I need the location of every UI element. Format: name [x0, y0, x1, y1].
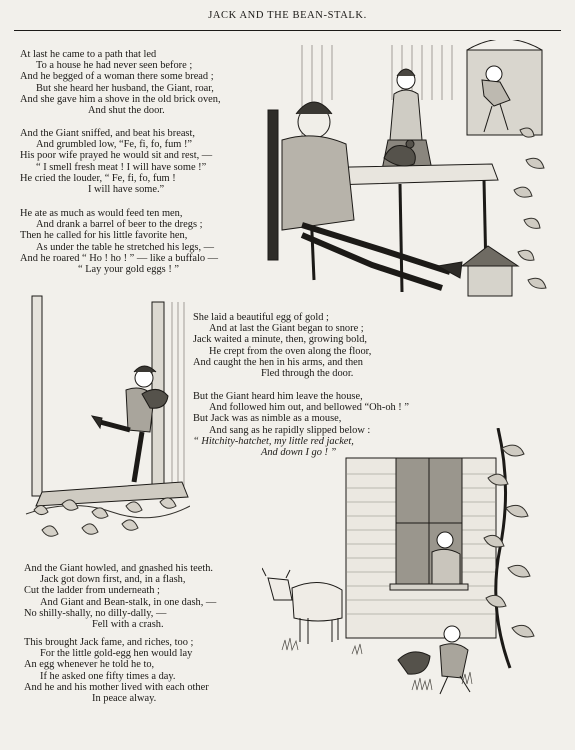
giant-at-table-illustration: [262, 40, 558, 300]
poem-line: And he roared “ Ho ! ho ! ” — like a buffalo —: [20, 252, 219, 264]
poem-line: Cut the ladder from underneath ;: [24, 585, 160, 597]
poem-line: Jack waited a minute, then, growing bold,: [193, 334, 368, 346]
poem-line: This brought Jack fame, and riches, too ;: [24, 637, 194, 648]
poem-line: He cried the louder, “ Fe, fi, fo, fum !: [20, 172, 176, 184]
poem-line: At last he came to a path that led: [20, 49, 157, 60]
poem-line: He ate as much as would feed ten men,: [20, 208, 183, 219]
stanza-1: [20, 49, 221, 116]
stanza-2: [20, 128, 212, 195]
poem-line: But the Giant heard him leave the house,: [193, 391, 363, 402]
poem-line: But Jack was as nimble as a mouse,: [193, 413, 342, 425]
poem-line: To a house he had never seen before ;: [36, 60, 193, 72]
poem-line: He crept from the oven along the floor,: [209, 345, 372, 357]
jack-running: [92, 366, 156, 482]
header-rule: [14, 30, 561, 31]
poem-line: In peace alway.: [92, 693, 157, 705]
poem-line: And he and his mother lived with each other: [24, 681, 209, 693]
poem-line: Then he called for his little favorite hen,: [20, 230, 188, 242]
giant-figure: [268, 102, 462, 288]
poem-line: And followed him out, and bellowed “Oh-oh ! ”: [209, 402, 409, 414]
poem-line: And at last the Giant began to snore ;: [209, 323, 364, 335]
poem-line: Jack got down first, and, in a flash,: [40, 574, 186, 586]
poem-line: An egg whenever he told he to,: [24, 659, 155, 671]
poem-line: And he begged of a woman there some bread ;: [20, 71, 214, 83]
stanza-7: [24, 637, 209, 704]
poem-line: “ Hitchity-hatchet, my little red jacket,: [193, 435, 354, 447]
page-header-title: JACK AND THE BEAN-STALK.: [208, 10, 367, 21]
poem-line: But she heard her husband, the Giant, roar,: [36, 82, 214, 94]
poem-line: No shilly-shally, no dilly-dally, —: [24, 607, 167, 619]
poem-line: I will have some.”: [88, 184, 165, 196]
jack-running-with-hen-illustration: [22, 292, 190, 557]
poem-line: If he asked one fifty times a day.: [40, 670, 176, 682]
cow: [262, 568, 342, 644]
beanstalk-leaves: [514, 128, 546, 288]
cottage-beanstalk-cow-illustration: [262, 428, 562, 730]
poem-line: And shut the door.: [88, 105, 165, 117]
poem-line: As under the table he stretched his legs, —: [36, 241, 215, 253]
poem-line: His poor wife prayed he would sit and rest, —: [20, 150, 213, 162]
poem-line: For the little gold-egg hen would lay: [40, 648, 193, 660]
poem-line: And she gave him a shove in the old brick oven,: [20, 93, 221, 105]
poem-line: And grumbled low, “Fe, fi, fo, fum !”: [36, 139, 193, 151]
poem-line: “ Lay your gold eggs ! ”: [78, 264, 179, 276]
stanza-4: [193, 312, 371, 379]
stanza-3: [20, 208, 218, 275]
stanza-6: [24, 563, 216, 630]
poem-line: And caught the hen in his arms, and then: [193, 356, 363, 368]
poem-line: “ I smell fresh meat ! I will have some !”: [36, 161, 207, 173]
small-house: [462, 246, 518, 296]
poem-line: Fell with a crash.: [92, 619, 164, 631]
poem-line: She laid a beautiful egg of gold ;: [193, 312, 329, 323]
poem-line: And the Giant sniffed, and beat his breast,: [20, 128, 195, 139]
poem-line: Fled through the door.: [261, 368, 354, 380]
poem-line: And Giant and Bean-stalk, in one dash, —: [40, 596, 217, 608]
poem-line: And the Giant howled, and gnashed his teeth.: [24, 563, 214, 574]
poem-line: And sang as he rapidly slipped below :: [209, 424, 371, 436]
poem-line: And down I go ! ”: [261, 447, 337, 459]
poem-line: And drank a barrel of beer to the dregs ;: [36, 219, 203, 231]
